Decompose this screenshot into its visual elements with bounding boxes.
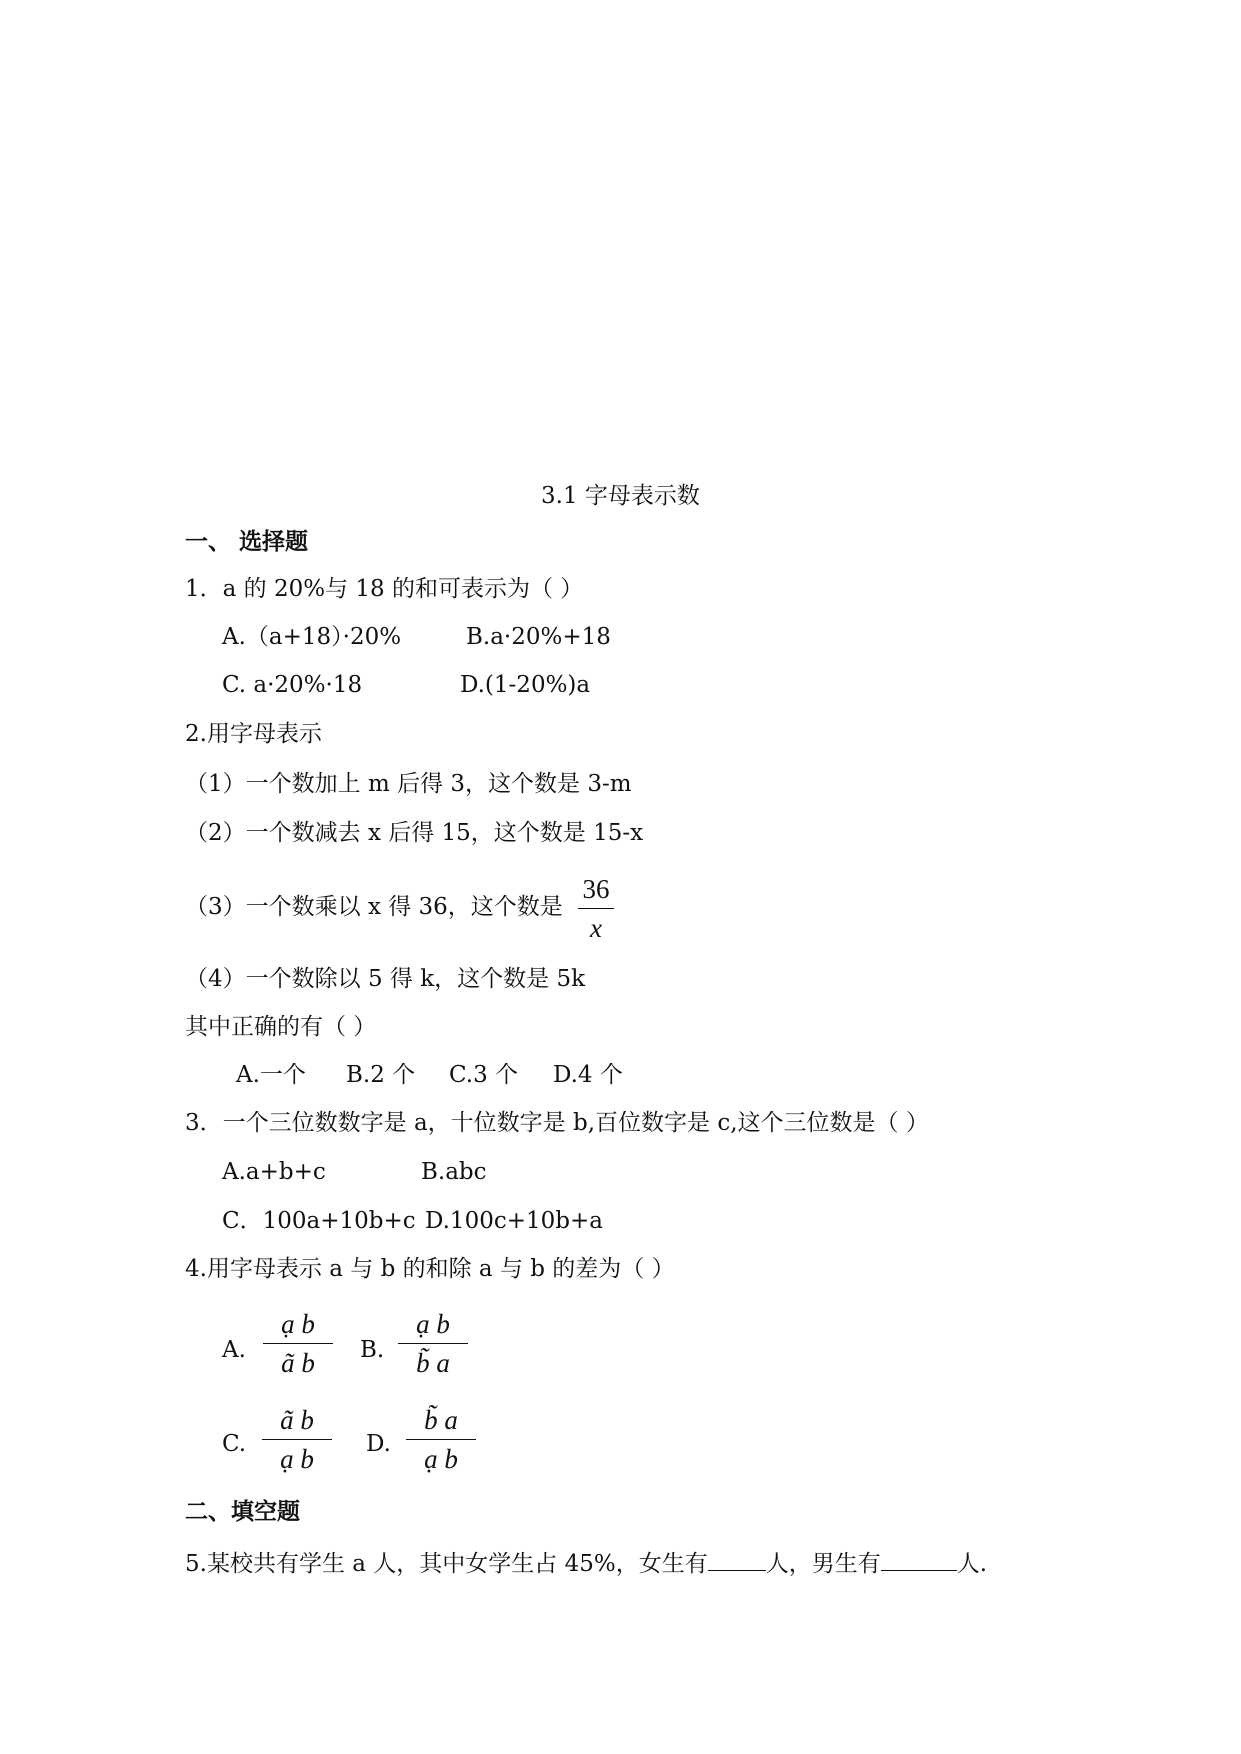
fraction-denominator: ạ b [280, 1444, 314, 1474]
fraction-denominator: b̃ a [416, 1348, 450, 1378]
question-2-option-d: D.4 个 [553, 1062, 623, 1088]
question-4-option-c-fraction [262, 1403, 332, 1476]
question-3-stem: 3．一个三位数数字是 a，十位数字是 b,百位数字是 c,这个三位数是（ ） [185, 1110, 929, 1136]
question-4-option-d-label: D. [366, 1431, 391, 1457]
question-5-text-1: 5.某校共有学生 a 人，其中女学生占 45%，女生有 [185, 1551, 708, 1577]
fraction-numerator: ạ b [416, 1309, 450, 1339]
fraction-36-over-x [578, 872, 614, 945]
question-2-option-a: A.一个 [236, 1062, 306, 1088]
answer-blank-boys[interactable] [881, 1550, 957, 1571]
question-2-stem: 2.用字母表示 [185, 721, 322, 747]
question-4-option-b-fraction [398, 1307, 468, 1380]
fraction-numerator: b̃ a [424, 1405, 458, 1435]
question-2-statement-4: （4）一个数除以 5 得 k，这个数是 5k [185, 966, 586, 992]
question-2-statement-2: （2）一个数减去 x 后得 15，这个数是 15-x [185, 820, 644, 846]
fraction-numerator: ã b [280, 1405, 314, 1435]
question-3-option-d: D.100c+10b+a [425, 1208, 603, 1234]
section-heading-choice: 一、 选择题 [185, 529, 309, 555]
question-5-text-2: 人，男生有 [765, 1551, 881, 1577]
question-2-option-b: B.2 个 [346, 1062, 416, 1088]
fraction-bar [398, 1343, 468, 1344]
fraction-bar [406, 1439, 476, 1440]
question-4-option-a-label: A. [222, 1337, 246, 1363]
question-4-stem: 4.用字母表示 a 与 b 的和除 a 与 b 的差为（ ） [185, 1256, 675, 1282]
fraction-denominator: x [590, 913, 602, 943]
section-heading-fill-in: 二、填空题 [185, 1499, 300, 1525]
question-2-option-c: C.3 个 [449, 1062, 519, 1088]
fraction-denominator: ạ b [424, 1444, 458, 1474]
question-4-option-c-label: C. [222, 1431, 247, 1457]
question-2-prompt: 其中正确的有（ ） [185, 1014, 377, 1040]
page-title: 3.1 字母表示数 [541, 483, 700, 509]
fraction-bar [263, 1343, 333, 1344]
question-4-option-d-fraction [406, 1403, 476, 1476]
question-4-option-b-label: B. [360, 1337, 385, 1363]
question-5 [185, 1550, 987, 1576]
fraction-bar [578, 908, 614, 909]
question-3-option-a: A.a+b+c [222, 1159, 326, 1185]
question-4-option-a-fraction [263, 1307, 333, 1380]
question-5-text-3: 人. [956, 1551, 988, 1577]
question-1-option-c: C. a·20%·18 [222, 672, 363, 698]
question-1-option-b: B.a·20%+18 [466, 624, 611, 650]
question-1-option-d: D.(1-20%)a [460, 672, 591, 698]
answer-blank-girls[interactable] [708, 1550, 766, 1571]
question-1-option-a: A.（a+18）·20% [222, 624, 402, 650]
question-3-option-b: B.abc [421, 1159, 487, 1185]
fraction-bar [262, 1439, 332, 1440]
fraction-denominator: ã b [281, 1348, 315, 1378]
question-2-statement-3: （3）一个数乘以 x 得 36，这个数是 [185, 894, 563, 920]
question-1-stem: 1．a 的 20%与 18 的和可表示为（ ） [185, 576, 584, 602]
fraction-numerator: ạ b [281, 1309, 315, 1339]
fraction-numerator: 36 [582, 874, 610, 904]
question-2-statement-1: （1）一个数加上 m 后得 3，这个数是 3-m [185, 771, 632, 797]
question-3-option-c: C．100a+10b+c [222, 1208, 416, 1234]
